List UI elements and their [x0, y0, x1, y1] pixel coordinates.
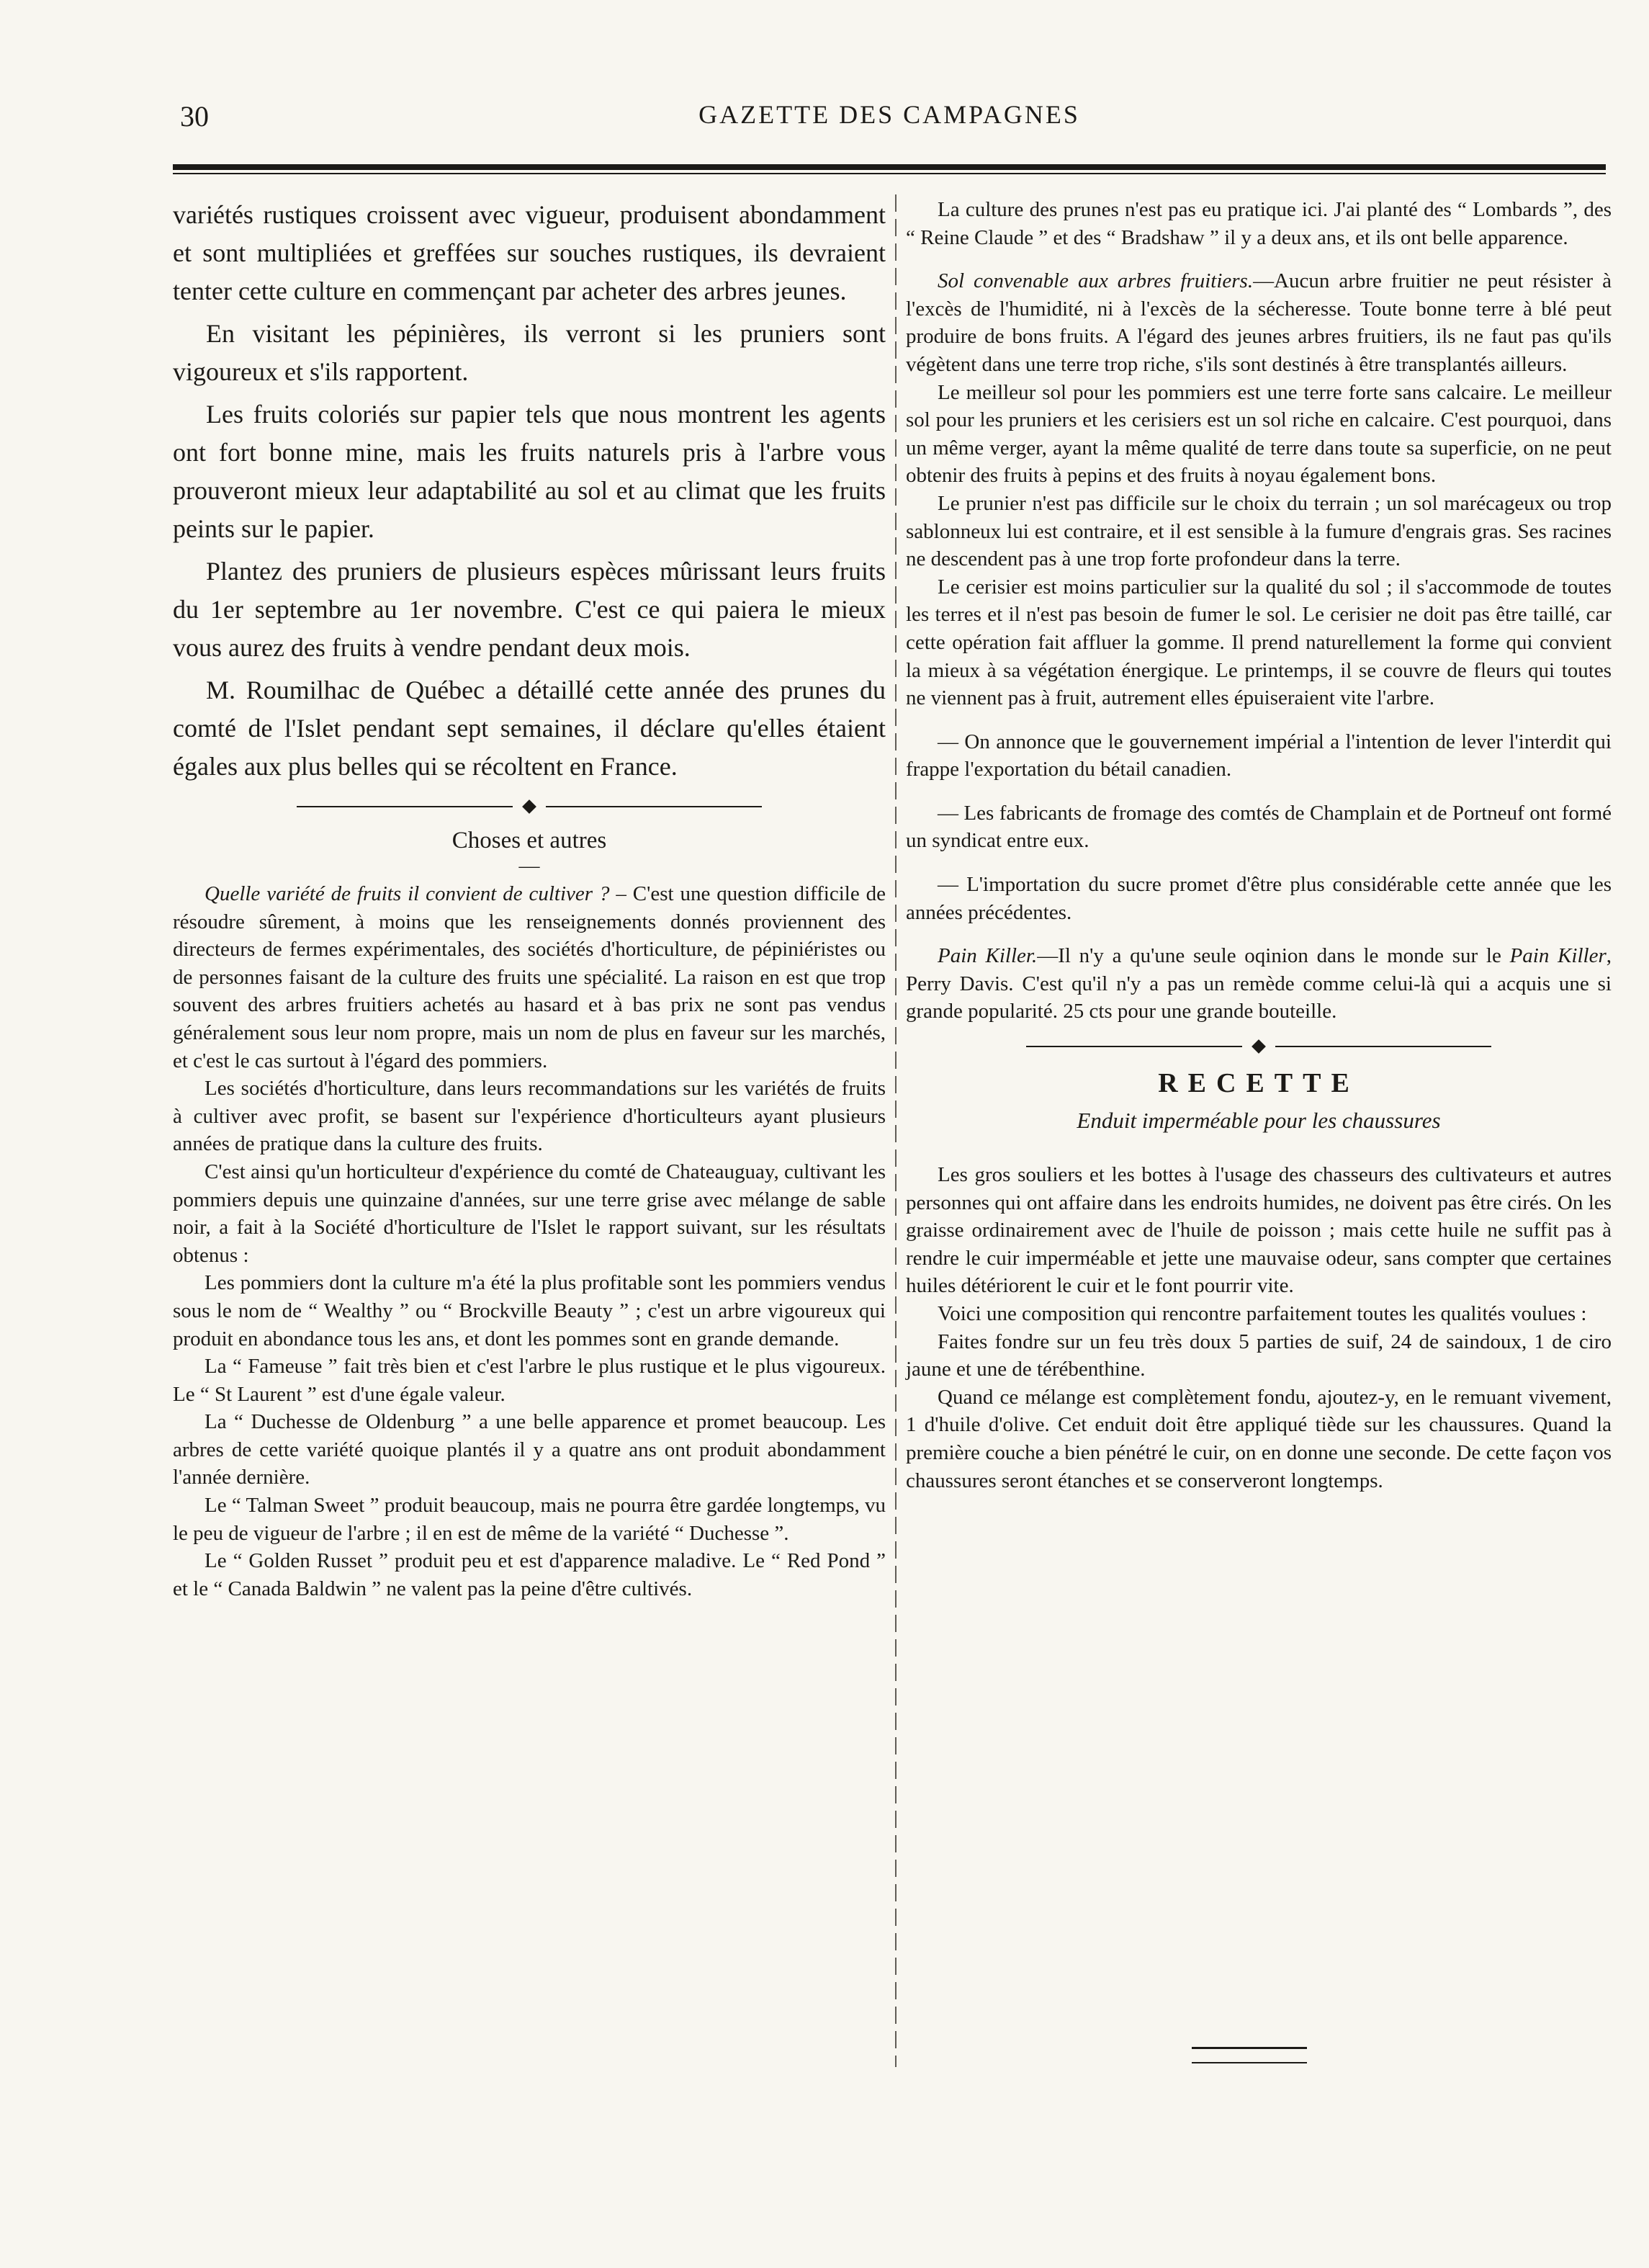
news-item: — Les fabricants de fromage des comtés de Champlain et de Portneuf ont formé un syndicat entre eux.: [906, 801, 1612, 853]
paragraph: En visitant les pépinières, ils verront si les pruniers sont vigoureux et s'ils rapportent.: [173, 319, 886, 386]
article-lead: Sol convenable aux arbres fruitiers.: [938, 269, 1254, 293]
paragraph: Les fruits coloriés sur papier tels que nous montrent les agents ont fort bonne mine, mais les fruits naturels pris à l'arbre vous prouveront mieux leur adaptabilité au sol et au climat que les fruits peints sur le papier.: [173, 400, 886, 543]
page-header: [173, 99, 1606, 143]
recipe-title: RECETTE: [1158, 1068, 1360, 1099]
right-column: [906, 196, 1612, 1494]
news-item: Pain Killer.—Il n'y a qu'une seule oqinion dans le monde sur le Pain Killer, Perry Davis. C'est qu'il n'y a pas un remède comme celui-là qui a acquis une si grande popularité. 25 cts pour une grande bouteille.: [906, 944, 1612, 1023]
ornament-divider: [906, 1041, 1612, 1052]
recipe-paragraph: Quand ce mélange est complètement fondu, ajoutez-y, en le remuant vivement, 1 d'huile d'olive. Cet enduit doit être appliqué tiède sur les chaussures. Quand la première couche a bien pénétré le cuir, on en donne une seconde. De cette façon vos chaussures seront étanches et se conserveront longtemps.: [906, 1385, 1612, 1492]
article-paragraph: Le prunier n'est pas difficile sur le choix du terrain ; un sol marécageux ou trop sablonneux lui est contraire, et il est sensible à la fumure d'engrais gras. Ses racines ne descendent pas à une trop forte profondeur dans la terre.: [906, 491, 1612, 571]
article-paragraph: Quelle variété de fruits il convient de cultiver ? – C'est une question difficile de résoudre sûrement, à moins que les renseignements donnés proviennent des directeurs de fermes expérimentales, des sociétés d'horticulture, de pépiniéristes ou de personnes faisant de la culture des fruits une spécialité. La raison en est que trop souvent des arbres fruitiers achetés au hasard et à bas prix ne sont pas vendus généralement sous leur nom propre, mais un nom de plus en faveur sur les marchés, et c'est le cas surtout à l'égard des pommiers.: [173, 882, 886, 1072]
article-paragraph: C'est ainsi qu'un horticulteur d'expérience du comté de Chateauguay, cultivant les pommiers depuis une quinzaine d'années, sur une terre grise avec mélange de sable noir, a fait à la Société d'horticulture de l'Islet le rapport suivant, sur les résultats obtenus :: [173, 1160, 886, 1267]
column-divider: [895, 194, 897, 2067]
recipe-paragraph: Les gros souliers et les bottes à l'usage des chasseurs des cultivateurs et autres personnes qui ont affaire dans les endroits humides, ne doivent pas être cirés. On les graisse ordinairement avec de l'huile de poisson ; mais cette huile ne suffit pas à rendre le cuir imperméable et jette une mauvaise odeur, sans compter que certaines huiles détériorent le cuir et le font pourrir vite.: [906, 1163, 1612, 1298]
article-paragraph: Le “ Talman Sweet ” produit beaucoup, mais ne pourra être gardée longtemps, vu le peu de vigueur de l'arbre ; il en est de même de la variété “ Duchesse ”.: [173, 1494, 886, 1545]
article-paragraph: Le “ Golden Russet ” produit peu et est d'apparence maladive. Le “ Red Pond ” et le “ Canada Baldwin ” ne valent pas la peine d'être cultivés.: [173, 1549, 886, 1600]
recipe-paragraph: Faites fondre sur un feu très doux 5 parties de suif, 24 de saindoux, 1 de ciro jaune et une de térébenthine.: [906, 1330, 1612, 1381]
paragraph: M. Roumilhac de Québec a détaillé cette année des prunes du comté de l'Islet pendant sept semaines, il déclare qu'elles étaient égales aux plus belles qui se récoltent en France.: [173, 676, 886, 781]
article-paragraph: La “ Duchesse de Oldenburg ” a une belle apparence et promet beaucoup. Les arbres de cette variété quoique plantés il y a quatre ans ont produit abondamment l'année dernière.: [173, 1410, 886, 1489]
paragraph: variétés rustiques croissent avec vigueur, produisent abondamment et sont multipliées et greffées sur souches rustiques, ils devraient tenter cette culture en commençant par acheter des arbres jeunes.: [173, 200, 886, 305]
news-item: — On annonce que le gouvernement impérial a l'intention de lever l'interdit qui frappe l'exportation du bétail canadien.: [906, 730, 1612, 781]
article-paragraph: La culture des prunes n'est pas eu pratique ici. J'ai planté des “ Lombards ”, des “ Reine Claude ” et des “ Bradshaw ” il y a deux ans, et ils ont belle apparence.: [906, 198, 1612, 249]
news-item: — L'importation du sucre promet d'être plus considérable cette année que les années précédentes.: [906, 873, 1612, 924]
section-title: Choses et autres: [451, 828, 607, 853]
end-ornament: [1192, 2047, 1307, 2063]
running-title: GAZETTE DES CAMPAGNES: [698, 100, 1080, 129]
article-lead: Pain Killer.: [938, 944, 1038, 968]
page-number: 30: [180, 100, 209, 133]
header-rule-thin: [173, 173, 1606, 174]
article-paragraph: Le cerisier est moins particulier sur la qualité du sol ; il s'accommode de toutes les terres et il n'est pas besoin de fumer le sol. Le cerisier ne doit pas être taillé, car cette opération fait affluer la gomme. Il prend naturellement la forme qui convient la mieux à sa végétation énergique. Le printemps, il se couvre de fleurs qui toutes ne viennent pas à fruit, autrement elles épuiseraient vite l'arbre.: [906, 575, 1612, 710]
article-lead: Quelle variété de fruits il convient de cultiver ?: [205, 882, 610, 905]
section-dash: —: [518, 854, 540, 877]
article-paragraph: Sol convenable aux arbres fruitiers.—Aucun arbre fruitier ne peut résister à l'excès de l'humidité, ni à l'excès de la sécheresse. Toute bonne terre à blé peut produire de bons fruits. A l'égard des jeunes arbres fruitiers, ils ne faut pas qu'ils végètent dans une terre trop riche, s'ils sont destinés à être transplantés ailleurs.: [906, 269, 1612, 376]
article-paragraph: La “ Fameuse ” fait très bien et c'est l'arbre le plus rustique et le plus vigoureux. Le “ St Laurent ” est d'une égale valeur.: [173, 1355, 886, 1406]
recipe-subtitle: Enduit imperméable pour les chaussures: [1077, 1108, 1441, 1134]
ornament-divider: [173, 802, 886, 812]
left-column: [173, 196, 886, 1603]
header-rule-thick: [173, 164, 1606, 170]
paragraph: Plantez des pruniers de plusieurs espèces mûrissant leurs fruits du 1er septembre au 1er novembre. C'est ce qui paiera le mieux vous aurez des fruits à vendre pendant deux mois.: [173, 557, 886, 662]
article-paragraph: Le meilleur sol pour les pommiers est une terre forte sans calcaire. Le meilleur sol pour les pruniers et les cerisiers est un sol riche en calcaire. C'est pourquoi, dans un même verger, ayant la même qualité de terre dans toute sa superficie, on ne peut obtenir des fruits à pepins et des fruits à noyau également bons.: [906, 380, 1612, 488]
article-paragraph: Les pommiers dont la culture m'a été la plus profitable sont les pommiers vendus sous le nom de “ Wealthy ” ou “ Brockville Beauty ” ; c'est un arbre vigoureux qui produit en abondance tous les ans, et dont les pommes sont en grande demande.: [173, 1271, 886, 1350]
article-paragraph: Les sociétés d'horticulture, dans leurs recommandations sur les variétés de fruits à cultiver avec profit, se basent sur l'expérience d'horticulteurs ayant plusieurs années de pratique dans la culture des fruits.: [173, 1077, 886, 1156]
recipe-paragraph: Voici une composition qui rencontre parfaitement toutes les qualités voulues :: [938, 1302, 1587, 1325]
